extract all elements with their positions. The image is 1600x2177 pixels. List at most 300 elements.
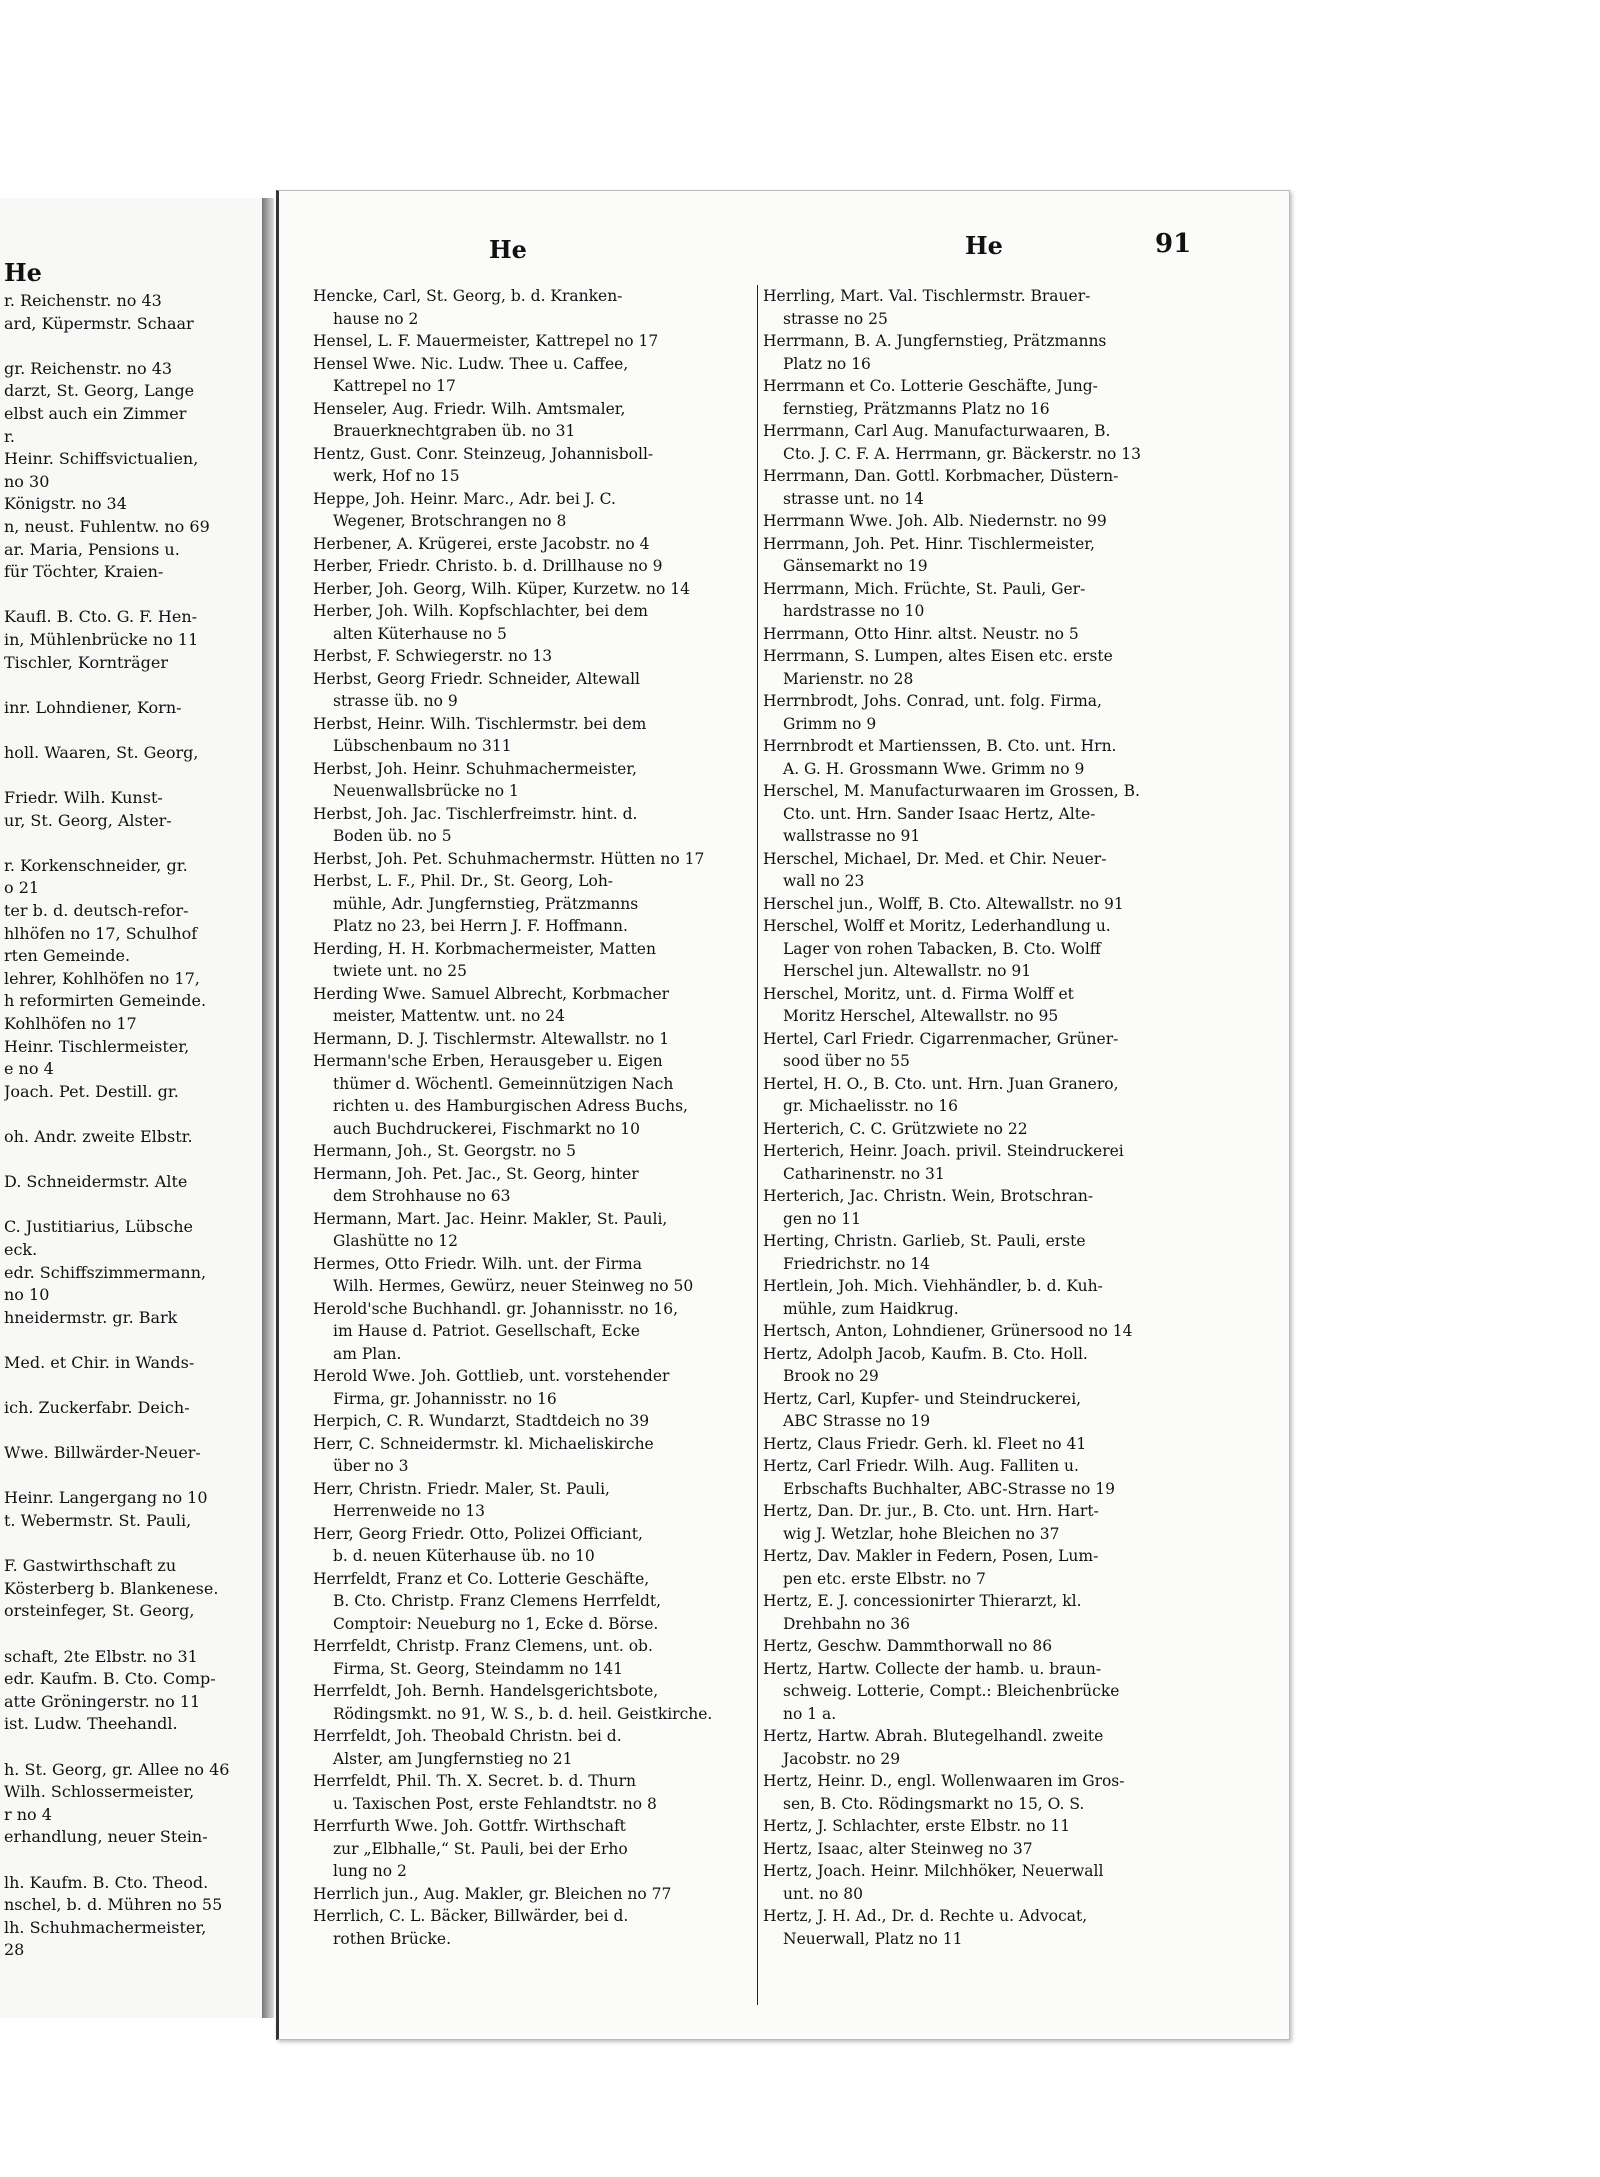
left-page-line: o 21 <box>4 878 40 898</box>
left-page-line <box>4 335 254 358</box>
directory-entry <box>763 645 1225 690</box>
left-page-line: ur, St. Georg, Alster- <box>4 810 172 830</box>
entry-line: Herold'sche Buchhandl. gr. Johannisstr. no 16, <box>313 1299 679 1318</box>
left-page-line: C. Justitiarius, Lübsche <box>4 1217 193 1237</box>
entry-continuation: Brauerknechtgraben üb. no 31 <box>333 422 576 440</box>
left-page-line: hneidermstr. gr. Bark <box>4 1307 178 1327</box>
directory-entry <box>763 1545 1225 1590</box>
column-header-right: He <box>965 231 1003 260</box>
entry-line: Hermann, Joh. Pet. Jac., St. Georg, hinter <box>313 1164 639 1183</box>
entry-line: Herrling, Mart. Val. Tischlermstr. Brauer- <box>763 287 1091 305</box>
entry-continuation: mühle, zum Haidkrug. <box>783 1299 959 1318</box>
entry-line: Hertz, Carl, Kupfer- und Steindruckerei, <box>763 1389 1082 1408</box>
entry-line: Herrlich jun., Aug. Makler, gr. Bleichen no 77 <box>313 1884 672 1903</box>
entry-line: Herrmann, Otto Hinr. altst. Neustr. no 5 <box>763 624 1079 643</box>
directory-entry <box>763 1815 1225 1838</box>
entry-line: Herrmann, Mich. Früchte, St. Pauli, Ger- <box>763 579 1086 598</box>
directory-entry <box>313 1028 775 1051</box>
directory-entry <box>313 803 775 848</box>
entry-continuation: Erbschafts Buchhalter, ABC-Strasse no 19 <box>783 1479 1115 1498</box>
directory-entry <box>313 1905 775 1950</box>
left-page-line: Heinr. Schiffsvictualien, <box>4 449 199 469</box>
entry-continuation: werk, Hof no 15 <box>333 467 460 485</box>
left-page-line: eck. <box>4 1239 38 1259</box>
entry-line: Herbst, Joh. Pet. Schuhmachermstr. Hütten no 17 <box>313 849 705 868</box>
entry-continuation: Alster, am Jungfernstieg no 21 <box>333 1749 573 1768</box>
entry-continuation: Boden üb. no 5 <box>333 827 452 845</box>
entry-line: Herrfeldt, Franz et Co. Lotterie Geschäfte, <box>313 1569 650 1588</box>
entry-line: Herr, Georg Friedr. Otto, Polizei Officiant, <box>313 1524 643 1543</box>
left-page-line: D. Schneidermstr. Alte <box>4 1172 188 1192</box>
directory-entry <box>763 1905 1225 1950</box>
directory-entry <box>763 1275 1225 1320</box>
left-page-line: Joach. Pet. Destill. gr. <box>4 1081 179 1101</box>
directory-entry <box>313 555 775 578</box>
left-page-line <box>4 1149 254 1172</box>
entry-continuation: Jacobstr. no 29 <box>783 1749 901 1768</box>
left-page-line <box>4 1736 254 1759</box>
left-page-line: r no 4 <box>4 1804 52 1824</box>
left-page-line: Tischler, Kornträger <box>4 652 168 672</box>
entry-line: Hensel, L. F. Mauermeister, Kattrepel no 17 <box>313 332 659 350</box>
left-page-line: Heinr. Langergang no 10 <box>4 1488 208 1508</box>
entry-continuation: Catharinenstr. no 31 <box>783 1164 945 1183</box>
entry-continuation: strasse üb. no 9 <box>333 692 458 710</box>
entry-continuation: thümer d. Wöchentl. Gemeinnützigen Nach <box>333 1074 674 1093</box>
entry-line: Herschel, Wolff et Moritz, Lederhandlung u. <box>763 917 1111 935</box>
left-page-line <box>4 1375 254 1398</box>
directory-entry <box>763 1140 1225 1185</box>
entry-continuation: Drehbahn no 36 <box>783 1614 911 1633</box>
entry-continuation: Herschel jun. Altewallstr. no 91 <box>783 962 1032 980</box>
directory-column-right <box>763 285 1225 1950</box>
left-page-line: hlhöfen no 17, Schulhof <box>4 923 198 943</box>
entry-line: Hertz, Claus Friedr. Gerh. kl. Fleet no 41 <box>763 1434 1087 1453</box>
left-page-line: inr. Lohndiener, Korn- <box>4 697 182 717</box>
entry-continuation: Friedrichstr. no 14 <box>783 1254 930 1273</box>
left-page-line: h reformirten Gemeinde. <box>4 991 207 1011</box>
left-page-line: darzt, St. Georg, Lange <box>4 381 195 401</box>
left-page-line: ich. Zuckerfabr. Deich- <box>4 1398 190 1418</box>
directory-entry <box>313 1635 775 1680</box>
left-page-line: h. St. Georg, gr. Allee no 46 <box>4 1759 230 1779</box>
entry-continuation: wallstrasse no 91 <box>783 827 921 845</box>
directory-entry <box>313 533 775 556</box>
entry-line: Herbst, Joh. Heinr. Schuhmachermeister, <box>313 759 637 778</box>
directory-entry <box>313 330 775 353</box>
left-page-line: atte Gröningerstr. no 11 <box>4 1691 201 1711</box>
entry-line: Heppe, Joh. Heinr. Marc., Adr. bei J. C. <box>313 489 616 508</box>
left-page-line <box>4 1533 254 1556</box>
entry-line: Hensel Wwe. Nic. Ludw. Thee u. Caffee, <box>313 354 629 373</box>
entry-continuation: Firma, gr. Johannisstr. no 16 <box>333 1389 557 1408</box>
directory-entry <box>763 1770 1225 1815</box>
entry-line: Herrmann, B. A. Jungfernstieg, Prätzmanns <box>763 332 1107 350</box>
entry-continuation: Platz no 16 <box>783 354 871 373</box>
directory-entry <box>763 1185 1225 1230</box>
directory-entry <box>313 1050 775 1140</box>
entry-line: Henseler, Aug. Friedr. Wilh. Amtsmaler, <box>313 399 626 418</box>
entry-line: Herr, Christn. Friedr. Maler, St. Pauli, <box>313 1479 610 1498</box>
entry-line: Hertz, Joach. Heinr. Milchhöker, Neuerwall <box>763 1862 1104 1880</box>
entry-continuation: strasse unt. no 14 <box>783 489 924 508</box>
entry-continuation: rothen Brücke. <box>333 1929 451 1948</box>
left-page-line <box>4 719 254 742</box>
entry-line: Herrmann et Co. Lotterie Geschäfte, Jung- <box>763 377 1098 395</box>
directory-entry <box>763 735 1225 780</box>
directory-entry <box>313 1725 775 1770</box>
directory-entry <box>763 1725 1225 1770</box>
directory-entry <box>313 600 775 645</box>
entry-continuation: Comptoir: Neueburg no 1, Ecke d. Börse. <box>333 1614 659 1633</box>
left-page-line <box>4 764 254 787</box>
entry-line: Hertz, Heinr. D., engl. Wollenwaaren im Gros- <box>763 1772 1125 1790</box>
entry-continuation: lung no 2 <box>333 1862 407 1880</box>
left-page-line: oh. Andr. zweite Elbstr. <box>4 1126 193 1146</box>
directory-entry <box>313 1523 775 1568</box>
entry-continuation: hause no 2 <box>333 309 419 328</box>
left-page-line: für Töchter, Kraien- <box>4 562 164 582</box>
entry-line: Hertz, Hartw. Collecte der hamb. u. braun- <box>763 1659 1102 1678</box>
left-page-line: r. <box>4 426 15 446</box>
entry-continuation: b. d. neuen Küterhause üb. no 10 <box>333 1547 595 1565</box>
entry-continuation: Firma, St. Georg, Steindamm no 141 <box>333 1659 623 1678</box>
directory-entry <box>763 330 1225 375</box>
entry-continuation: Cto. unt. Hrn. Sander Isaac Hertz, Alte- <box>783 804 1096 823</box>
directory-entry <box>313 1680 775 1725</box>
entry-continuation: alten Küterhause no 5 <box>333 624 507 643</box>
entry-continuation: A. G. H. Grossmann Wwe. Grimm no 9 <box>783 759 1085 778</box>
directory-entry <box>313 353 775 398</box>
directory-entry <box>313 938 775 983</box>
entry-continuation: Gänsemarkt no 19 <box>783 557 928 575</box>
entry-continuation: dem Strohhause no 63 <box>333 1187 511 1205</box>
directory-entry <box>313 1770 775 1815</box>
directory-entry <box>313 1815 775 1883</box>
left-page-line: erhandlung, neuer Stein- <box>4 1827 208 1847</box>
directory-entry <box>763 983 1225 1028</box>
directory-entry <box>313 1208 775 1253</box>
left-page-line: elbst auch ein Zimmer <box>4 403 187 423</box>
left-page-line: Wwe. Billwärder-Neuer- <box>4 1443 201 1463</box>
entry-line: Herschel, Moritz, unt. d. Firma Wolff et <box>763 984 1074 1003</box>
left-page-line: Kohlhöfen no 17 <box>4 1014 137 1033</box>
entry-continuation: no 1 a. <box>783 1704 837 1723</box>
entry-line: Herrnbrodt, Johs. Conrad, unt. folg. Firma, <box>763 692 1102 710</box>
directory-entry <box>313 398 775 443</box>
entry-line: Herbst, Georg Friedr. Schneider, Altewall <box>313 669 641 688</box>
directory-entry <box>763 1118 1225 1141</box>
entry-line: Herbst, Heinr. Wilh. Tischlermstr. bei dem <box>313 714 647 733</box>
entry-line: Herterich, Heinr. Joach. privil. Steindruckerei <box>763 1142 1124 1160</box>
entry-continuation: sen, B. Cto. Rödingsmarkt no 15, O. S. <box>783 1794 1085 1813</box>
directory-entry <box>763 1658 1225 1726</box>
left-page-line: ar. Maria, Pensions u. <box>4 539 180 559</box>
entry-continuation: strasse no 25 <box>783 309 888 328</box>
entry-continuation: hardstrasse no 10 <box>783 602 925 620</box>
entry-continuation: Lübschenbaum no 311 <box>333 737 512 755</box>
left-page-line <box>4 832 254 855</box>
left-page-line: lehrer, Kohlhöfen no 17, <box>4 968 200 988</box>
entry-line: Herrmann, S. Lumpen, altes Eisen etc. erste <box>763 647 1113 665</box>
entry-continuation: B. Cto. Christp. Franz Clemens Herrfeldt, <box>333 1592 662 1610</box>
entry-line: Hertz, Dan. Dr. jur., B. Cto. unt. Hrn. Hart- <box>763 1502 1099 1520</box>
entry-line: Herber, Joh. Wilh. Kopfschlachter, bei dem <box>313 602 648 620</box>
left-page-line <box>4 1465 254 1488</box>
entry-continuation: richten u. des Hamburgischen Adress Buchs, <box>333 1097 688 1115</box>
directory-entry <box>763 1500 1225 1545</box>
directory-entry <box>763 1838 1225 1861</box>
directory-entry <box>763 780 1225 848</box>
entry-line: Hertz, Adolph Jacob, Kaufm. B. Cto. Holl. <box>763 1344 1088 1363</box>
entry-line: Hertel, Carl Friedr. Cigarrenmacher, Grüner- <box>763 1029 1119 1048</box>
directory-entry <box>763 1388 1225 1433</box>
entry-line: Hermann, D. J. Tischlermstr. Altewallstr. no 1 <box>313 1029 670 1048</box>
left-page-line: edr. Kaufm. B. Cto. Comp- <box>4 1669 216 1689</box>
directory-entry <box>313 645 775 668</box>
directory-entry <box>763 623 1225 646</box>
entry-line: Hertz, Geschw. Dammthorwall no 86 <box>763 1637 1053 1655</box>
directory-entry <box>763 533 1225 578</box>
entry-line: Herschel, M. Manufacturwaaren im Grossen, B. <box>763 782 1140 800</box>
left-page-line: gr. Reichenstr. no 43 <box>4 358 173 378</box>
directory-entry <box>313 668 775 713</box>
entry-continuation: fernstieg, Prätzmanns Platz no 16 <box>783 399 1050 418</box>
left-page-line: e no 4 <box>4 1059 54 1079</box>
entry-line: Hertz, Isaac, alter Steinweg no 37 <box>763 1839 1033 1858</box>
directory-entry <box>313 713 775 758</box>
entry-continuation: Platz no 23, bei Herrn J. F. Hoffmann. <box>333 917 628 935</box>
entry-line: Hermann, Mart. Jac. Heinr. Makler, St. Pauli, <box>313 1209 668 1228</box>
entry-continuation: ABC Strasse no 19 <box>783 1412 931 1430</box>
directory-entry <box>763 420 1225 465</box>
entry-line: Herting, Christn. Garlieb, St. Pauli, erste <box>763 1232 1086 1250</box>
entry-line: Hertz, J. Schlachter, erste Elbstr. no 11 <box>763 1817 1071 1835</box>
left-page-line: orsteinfeger, St. Georg, <box>4 1601 195 1621</box>
directory-entry <box>763 1433 1225 1456</box>
entry-line: Hermann'sche Erben, Herausgeber u. Eigen <box>313 1052 663 1070</box>
left-page-line: rten Gemeinde. <box>4 946 131 966</box>
entry-line: Hertel, H. O., B. Cto. unt. Hrn. Juan Granero, <box>763 1074 1119 1093</box>
left-page-line <box>4 1329 254 1352</box>
left-page-line: lh. Schuhmachermeister, <box>4 1917 207 1937</box>
page-number: 91 <box>1155 229 1192 259</box>
directory-entry <box>313 1253 775 1298</box>
entry-line: Herber, Friedr. Christo. b. d. Drillhause no 9 <box>313 557 663 575</box>
entry-continuation: Neuerwall, Platz no 11 <box>783 1929 963 1948</box>
directory-entry <box>763 1455 1225 1500</box>
entry-line: Herrnbrodt et Martienssen, B. Cto. unt. Hrn. <box>763 737 1117 755</box>
entry-continuation: meister, Mattentw. unt. no 24 <box>333 1007 565 1025</box>
entry-continuation: Grimm no 9 <box>783 714 877 733</box>
entry-continuation: sood über no 55 <box>783 1052 910 1070</box>
entry-line: Hentz, Gust. Conr. Steinzeug, Johannisboll- <box>313 444 654 463</box>
entry-line: Herrmann, Dan. Gottl. Korbmacher, Düstern- <box>763 467 1119 485</box>
entry-continuation: pen etc. erste Elbstr. no 7 <box>783 1569 986 1588</box>
left-page-line: in, Mühlenbrücke no 11 <box>4 629 199 649</box>
directory-entry <box>763 578 1225 623</box>
entry-continuation: im Hause d. Patriot. Gesellschaft, Ecke <box>333 1322 640 1340</box>
column-header-left: He <box>489 235 527 264</box>
directory-entry <box>313 1140 775 1163</box>
entry-continuation: unt. no 80 <box>783 1884 864 1903</box>
directory-entry <box>313 1568 775 1636</box>
directory-entry <box>763 1028 1225 1073</box>
left-page-line: Königstr. no 34 <box>4 494 127 514</box>
left-page-line: holl. Waaren, St. Georg, <box>4 742 199 762</box>
entry-continuation: Herrenweide no 13 <box>333 1502 486 1520</box>
directory-entry <box>313 1298 775 1366</box>
left-page-line: edr. Schiffszimmermann, <box>4 1262 207 1282</box>
directory-entry <box>313 1478 775 1523</box>
directory-entry <box>313 1410 775 1433</box>
left-page-line: 28 <box>4 1940 25 1960</box>
entry-line: Herber, Joh. Georg, Wilh. Küper, Kurzetw. no 14 <box>313 579 690 598</box>
entry-continuation: Rödingsmkt. no 91, W. S., b. d. heil. Geistkirche. <box>333 1704 713 1723</box>
directory-entry <box>313 848 775 871</box>
entry-line: Hermes, Otto Friedr. Wilh. unt. der Firma <box>313 1254 642 1273</box>
left-page-line <box>4 1103 254 1126</box>
directory-column-left <box>313 285 775 1950</box>
left-page-line: Kaufl. B. Cto. G. F. Hen- <box>4 607 198 627</box>
directory-entry <box>313 1883 775 1906</box>
directory-entry <box>313 443 775 488</box>
entry-continuation: Glashütte no 12 <box>333 1232 459 1250</box>
left-page-line: lh. Kaufm. B. Cto. Theod. <box>4 1872 209 1892</box>
left-page-line: ter b. d. deutsch-refor- <box>4 901 189 921</box>
entry-line: Herrfeldt, Phil. Th. X. Secret. b. d. Thurn <box>313 1772 637 1790</box>
entry-line: Hertz, Dav. Makler in Federn, Posen, Lum- <box>763 1547 1099 1565</box>
entry-line: Hertsch, Anton, Lohndiener, Grünersood no 14 <box>763 1322 1133 1340</box>
directory-entry <box>313 285 775 330</box>
directory-entry <box>763 848 1225 893</box>
left-page-line <box>4 584 254 607</box>
entry-continuation: Wegener, Brotschrangen no 8 <box>333 512 567 530</box>
entry-continuation: Lager von rohen Tabacken, B. Cto. Wolff <box>783 939 1101 958</box>
directory-entry <box>763 1635 1225 1658</box>
directory-entry <box>763 915 1225 983</box>
directory-entry <box>763 510 1225 533</box>
left-page-line: Wilh. Schlossermeister, <box>4 1782 195 1802</box>
entry-line: Herrfeldt, Christp. Franz Clemens, unt. ob. <box>313 1637 653 1655</box>
entry-continuation: twiete unt. no 25 <box>333 962 467 980</box>
left-page-line: no 10 <box>4 1285 50 1305</box>
entry-continuation: über no 3 <box>333 1457 409 1475</box>
entry-line: Herterich, Jac. Christn. Wein, Brotschran- <box>763 1187 1094 1205</box>
entry-line: Hertlein, Joh. Mich. Viehhändler, b. d. Kuh- <box>763 1277 1103 1295</box>
entry-continuation: Moritz Herschel, Altewallstr. no 95 <box>783 1007 1059 1025</box>
entry-line: Herbst, Joh. Jac. Tischlerfreimstr. hint. d. <box>313 804 638 823</box>
left-page-line: r. Reichenstr. no 43 <box>4 291 162 310</box>
entry-line: Hertz, Hartw. Abrah. Blutegelhandl. zweite <box>763 1727 1104 1745</box>
entry-line: Hertz, Carl Friedr. Wilh. Aug. Falliten u. <box>763 1457 1079 1475</box>
entry-continuation: gen no 11 <box>783 1209 861 1228</box>
left-page-line: Friedr. Wilh. Kunst- <box>4 788 163 808</box>
entry-line: Herrmann, Carl Aug. Manufacturwaaren, B. <box>763 422 1111 440</box>
left-page-fragment <box>0 198 264 2018</box>
book-gutter <box>262 198 274 2018</box>
directory-entry <box>763 690 1225 735</box>
entry-line: Herr, C. Schneidermstr. kl. Michaeliskirche <box>313 1434 654 1453</box>
left-page-line: t. Webermstr. St. Pauli, <box>4 1511 192 1531</box>
left-page-line: ard, Küpermstr. Schaar <box>4 313 194 333</box>
directory-entry <box>313 488 775 533</box>
entry-continuation: gr. Michaelisstr. no 16 <box>783 1097 958 1115</box>
entry-continuation: wall no 23 <box>783 872 865 890</box>
entry-continuation: Neuenwallsbrücke no 1 <box>333 782 519 800</box>
left-page-line: ist. Ludw. Theehandl. <box>4 1714 178 1734</box>
directory-entry <box>763 285 1225 330</box>
directory-entry <box>313 983 775 1028</box>
entry-line: Hencke, Carl, St. Georg, b. d. Kranken- <box>313 287 623 305</box>
left-page-line <box>4 1623 254 1646</box>
directory-entry <box>763 893 1225 916</box>
left-page-line: n, neust. Fuhlentw. no 69 <box>4 516 210 536</box>
left-page-line <box>4 1194 254 1217</box>
left-page-lines <box>4 290 254 1962</box>
directory-entry <box>313 870 775 938</box>
entry-line: Herbst, F. Schwiegerstr. no 13 <box>313 647 553 665</box>
entry-continuation: Kattrepel no 17 <box>333 377 456 395</box>
directory-entry <box>763 1590 1225 1635</box>
right-page <box>276 190 1290 2040</box>
entry-continuation: Marienstr. no 28 <box>783 669 914 688</box>
entry-continuation: u. Taxischen Post, erste Fehlandtstr. no 8 <box>333 1794 657 1813</box>
left-page-line: r. Korkenschneider, gr. <box>4 855 188 875</box>
entry-line: Herding, H. H. Korbmachermeister, Matten <box>313 939 656 958</box>
entry-continuation: zur „Elbhalle,“ St. Pauli, bei der Erho <box>333 1839 628 1858</box>
entry-line: Herrlich, C. L. Bäcker, Billwärder, bei d. <box>313 1907 629 1925</box>
left-page-header: He <box>4 258 42 287</box>
directory-entry <box>763 1320 1225 1343</box>
entry-line: Herbst, L. F., Phil. Dr., St. Georg, Loh- <box>313 872 614 890</box>
left-page-line <box>4 1420 254 1443</box>
directory-entry <box>313 578 775 601</box>
entry-continuation: Wilh. Hermes, Gewürz, neuer Steinweg no 50 <box>333 1277 694 1295</box>
directory-entry <box>763 1343 1225 1388</box>
entry-line: Herrfeldt, Joh. Bernh. Handelsgerichtsbote, <box>313 1682 659 1700</box>
entry-continuation: Brook no 29 <box>783 1367 879 1385</box>
entry-continuation: Cto. J. C. F. A. Herrmann, gr. Bäckerstr. no 13 <box>783 444 1142 463</box>
entry-continuation: am Plan. <box>333 1344 402 1363</box>
entry-line: Herrmann Wwe. Joh. Alb. Niedernstr. no 99 <box>763 512 1107 530</box>
entry-line: Herrmann, Joh. Pet. Hinr. Tischlermeister, <box>763 534 1095 553</box>
directory-entry <box>763 1230 1225 1275</box>
entry-line: Herterich, C. C. Grützwiete no 22 <box>763 1119 1028 1138</box>
directory-entry <box>763 1860 1225 1905</box>
directory-entry <box>763 465 1225 510</box>
entry-line: Herold Wwe. Joh. Gottlieb, unt. vorstehender <box>313 1367 670 1385</box>
left-page-line: Med. et Chir. in Wands- <box>4 1352 195 1372</box>
left-page-line: schaft, 2te Elbstr. no 31 <box>4 1646 198 1666</box>
entry-line: Hermann, Joh., St. Georgstr. no 5 <box>313 1142 576 1160</box>
directory-entry <box>763 375 1225 420</box>
directory-entry <box>313 758 775 803</box>
entry-line: Herrfurth Wwe. Joh. Gottfr. Wirthschaft <box>313 1817 626 1835</box>
directory-entry <box>313 1163 775 1208</box>
left-page-line: no 30 <box>4 471 50 491</box>
left-page-line: F. Gastwirthschaft zu <box>4 1556 177 1576</box>
left-page-line <box>4 1849 254 1872</box>
left-page-line: nschel, b. d. Mühren no 55 <box>4 1895 223 1915</box>
left-page-line: Kösterberg b. Blankenese. <box>4 1578 219 1598</box>
entry-line: Hertz, J. H. Ad., Dr. d. Rechte u. Advocat, <box>763 1907 1088 1925</box>
entry-continuation: mühle, Adr. Jungfernstieg, Prätzmanns <box>333 894 639 913</box>
entry-continuation: schweig. Lotterie, Compt.: Bleichenbrücke <box>783 1682 1120 1700</box>
directory-entry <box>763 1073 1225 1118</box>
entry-line: Hertz, E. J. concessionirter Thierarzt, kl. <box>763 1592 1082 1610</box>
entry-continuation: wig J. Wetzlar, hohe Bleichen no 37 <box>783 1524 1060 1543</box>
